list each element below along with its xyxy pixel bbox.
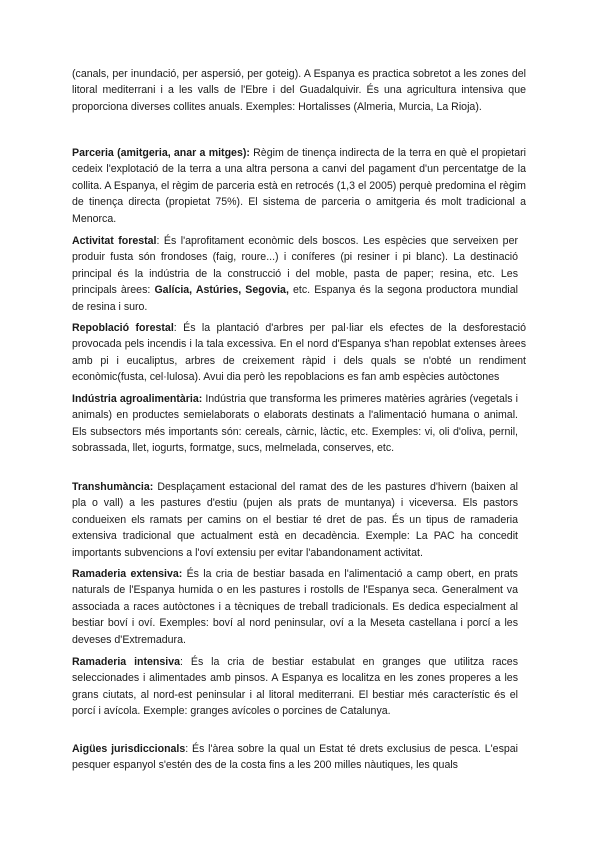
paragraph-repoblacio-forestal: Repoblació forestal: És la plantació d'arbres per pal·liar els efectes de la desforestació provocada pels incendis i la tala excessiva. En el nord d'Espanya s'han repoblat extenses àrees amb pi i eucaliptus, arbres de creixement ràpid i dels quals se n'obté un rendiment econòmic(fusta, cel·lulosa). Avui dia però les repoblacions es fan amb espècies autòctones [72,322,527,384]
paragraph-text-end: etc. Espanya és la segona productora mundial de resina i suro. [72,284,518,313]
term-heading: Ramaderia intensiva [72,656,181,668]
term-heading: Indústria agroalimentària: [72,393,203,405]
bold-places: Galícia, Astúries, Segovia, [154,284,289,297]
paragraph-regadiu-continuation [72,66,526,115]
term-heading: Parceria (amitgeria, anar a mitges): [72,147,250,159]
paragraph-text: Desplaçament estacional del ramat des de les pastures d'hivern (baixen al pla o vall) a les pastures d'estiu (pujen als prats de muntanya) i viceversa. Els pastors condueixen els ramats per camins on el bestiar té dret de pas. És un tipus de ramaderia extensiva tradicional que actualment està en decadència. Exemple: La PAC ha concedit importants subvencions a l'oví extensiu per evitar l'abandonament activitat. [72,481,518,559]
paragraph-activitat-forestal: Activitat forestal: És l'aprofitament econòmic dels boscos. Les espècies que serveixen per produir fusta són frondoses (faig, roure...) i coníferes (pi resiner i pi blanc). La destinació principal és la indústria de la construcció i del moble, pasta de paper; resina, etc. Les principals àrees: Galícia, Astúries, Segovia, etc. Espanya és la segona productora mundial de resina i suro. [72,235,518,313]
term-heading: Repoblació forestal [72,322,174,334]
paragraph-text: És la cria de bestiar basada en l'alimentació a camp obert, en prats naturals de l'Espanya humida o en les pastures i rostolls de l'Espanya seca. Generalment va associada a races autòctones i a tècniques de treball tradicionals. Es dedica especialment al bestiar boví i oví. Exemples: boví al nord peninsular, oví a la Meseta castellana i porcí a les deveses d'Extremadura. [72,568,518,646]
paragraph-transhumancia [72,479,518,561]
paragraph-aigues-jurisdiccionals: Aigües jurisdiccionals: És l'àrea sobre la qual un Estat té drets exclusius de pesca. L'espai pesquer espanyol s'estén des de la costa fins a les 200 milles nàutiques, les quals [72,743,519,772]
paragraph-text: És l'aprofitament econòmic dels boscos. Les espècies que serveixen per produir fusta són frondoses (faig, roure...) i coníferes (pi resiner i pi blanc). La destinació principal és la indústria de la construcció i del moble, pasta de paper; resina, etc. Les principals àrees: [72,235,518,297]
term-heading: Aigües jurisdiccionals [72,743,186,755]
paragraph-ramaderia-intensiva: Ramaderia intensiva: És la cria de bestiar estabulat en granges que utilitza races seleccionades i alimentades amb pinsos. A Espanya es localitza en les zones properes a les grans ciutats, al nord-est peninsular i al litoral mediterrani. El bestiar més característic és el porcí i avícola. Exemple: granges avícoles o porcines de Catalunya. [72,656,518,718]
paragraph-text: És la plantació d'arbres per pal·liar els efectes de la desforestació provocada pels incendis i la tala excessiva. En el nord d'Espanya s'han repoblat extenses àrees amb pi i eucaliptus, arbres de creixement ràpid i dels quals se n'obté un rendiment econòmic(fusta, cel·lulosa). Avui dia però les repoblacions es fan amb espècies autòctones [72,322,527,384]
paragraph-text: És la cria de bestiar estabulat en granges que utilitza races seleccionades i alimentades amb pinsos. A Espanya es localitza en les zones properes a les grans ciutats, al nord-est peninsular i al litoral mediterrani. El bestiar més característic és el porcí i avícola. Exemple: granges avícoles o porcines de Catalunya. [72,656,518,718]
term-heading: Activitat forestal [72,235,157,247]
paragraph-industria-agroalimentaria [72,391,518,457]
term-heading: Transhumància: [72,481,154,493]
paragraph-text: Règim de tinença indirecta de la terra en què el propietari cedeix l'explotació de la terra a una altra persona a canvi del pagament d'un percentatge de la collita. A Espanya, el règim de parceria està en retrocés (1,3 el 2005) perquè predomina el règim de tinença directa (propietat 75%). El sistema de parceria o amitgeria és molt tradicional a Menorca. [72,147,526,225]
paragraph-ramaderia-extensiva [72,566,518,648]
paragraph-text: És l'àrea sobre la qual un Estat té drets exclusius de pesca. L'espai pesquer espanyol s'estén des de la costa fins a les 200 milles nàutiques, les quals [72,743,519,772]
paragraph-text: (canals, per inundació, per aspersió, per goteig). A Espanya es practica sobretot a les zones del litoral mediterrani i a les valls de l'Ebre i del Guadalquivir. És una agricultura intensiva que proporciona diverses collites anuals. Exemples: Hortalisses (Almeria, Murcia, La Rioja). [72,68,526,113]
term-heading: Ramaderia extensiva: [72,568,183,580]
paragraph-parceria [72,145,526,227]
paragraph-text: Indústria que transforma les primeres matèries agràries (vegetals i animals) en productes semielaborats o elaborats destinats a l'alimentació humana o animal. Els subsectors més importants són: cereals, càrnic, làctic, etc. Exemples: vi, oli d'oliva, pernil, sobrassada, llet, iogurts, formatge, sucs, melmelada, conserves, etc. [72,393,518,455]
